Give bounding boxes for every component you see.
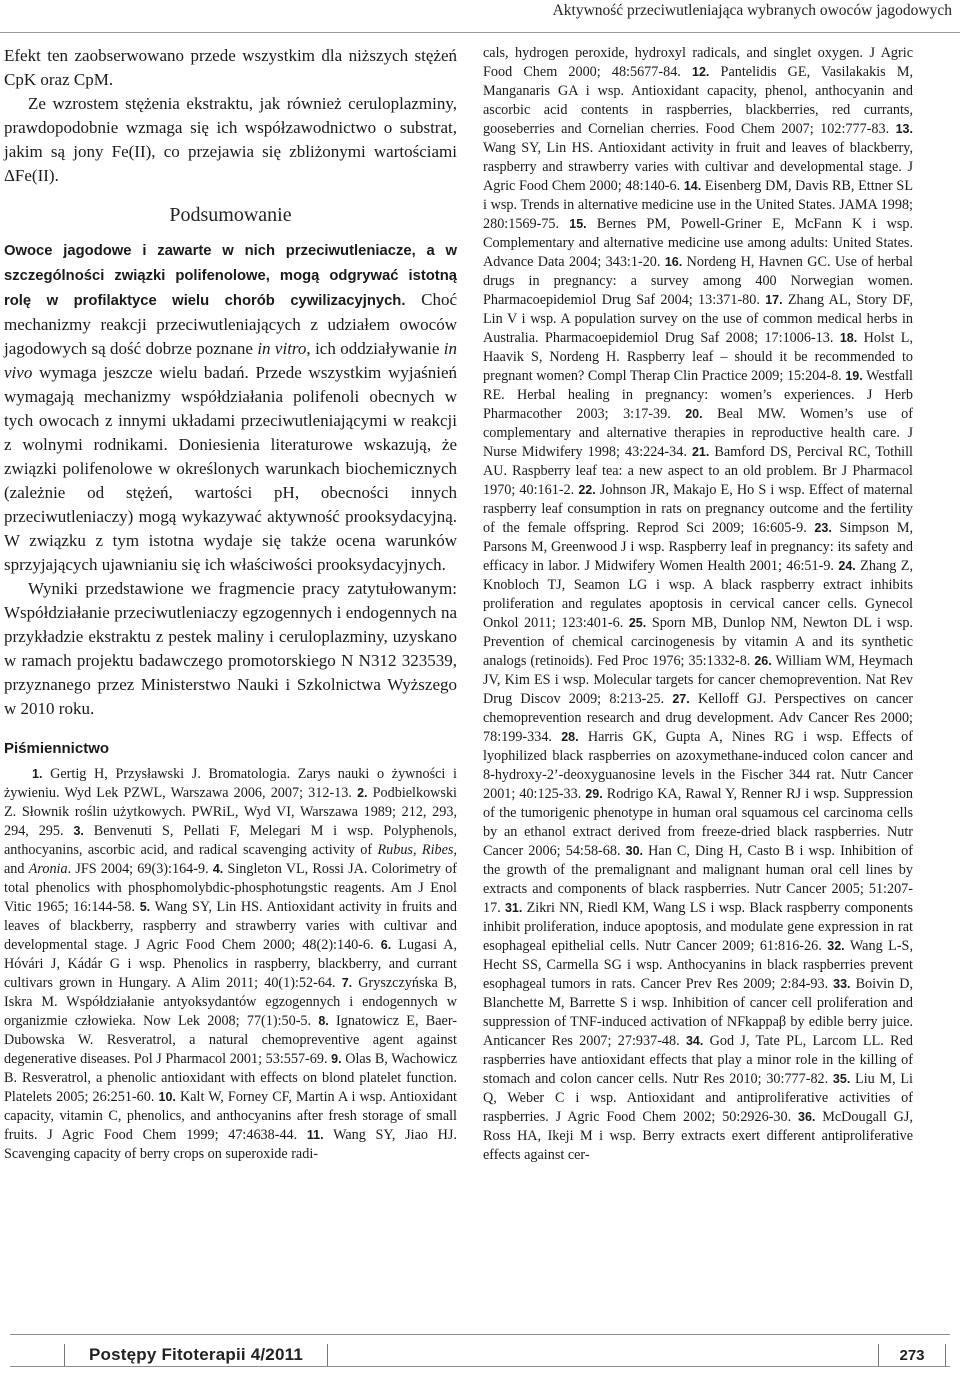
ref-number: 33. (833, 977, 851, 991)
references-list-right (483, 44, 913, 1165)
ref-italic-aronia: Aronia (28, 861, 68, 877)
ref-text: Bamford DS, Percival RC, Tothill AU. Raspberry leaf tea: a new aspect to an old problem. Br J Pharmacol 1970; 40:161-2. (483, 444, 913, 498)
ref-number: 21. (691, 445, 710, 459)
ref-number: 11. (306, 1128, 324, 1142)
ref-number: 17. (765, 293, 783, 307)
ref-text: McDougall GJ, Ross HA, Ikeji M i wsp. Berry extracts exert different antiproliferative effects against cer- (483, 1109, 913, 1163)
ref-number: 20. (685, 407, 703, 421)
ref-text: Liu M, Li Q, Weber C i wsp. Antioxidant and antiproliferative activities of raspberries. J Agric Food Chem 2002; 50:2926-30. (483, 1071, 913, 1125)
ref-number: 27. (672, 692, 690, 706)
page-number: 273 (878, 1344, 946, 1366)
ref-text: Beal MW. Women’s use of complementary and alternative therapies in reproductive health care. J Nurse Midwifery 1998; 43:224-34. (483, 406, 913, 460)
ref-text: Sporn MB, Dunlop NM, Newton DL i wsp. Prevention of chemical carcinogenesis by vitamin A and its synthetic analogs (retinoids). Fed Proc 1976; 35:1332-8. (483, 615, 913, 669)
ref-number: 36. (798, 1110, 816, 1124)
ref-text: Nordeng H, Havnen GC. Use of herbal drugs in pregnancy: a survey among 400 Norwegian women. Pharmacoepidemiol Drug Saf 2004; 13:371-80. (483, 254, 913, 308)
paragraph-ceruloplasmin: Ze wzrostem stężenia ekstraktu, jak również ceruloplazminy, prawdopodobnie wzmaga się ich współzawodnictwo o substrat, jakim są jony Fe(II), co przejawia się zbliżonymi wartościami ΔFe(II). (4, 94, 457, 185)
journal-name: Postępy Fitoterapii 4/2011 (64, 1344, 328, 1366)
summary-text-b: , ich oddziaływanie (306, 339, 444, 358)
ref-text: Boivin D, Blanchette M, Barrette S i wsp. Inhibition of cancer cell proliferation and suppression of TNF-induced activation of NFkappaβ by edible berry juice. Anticancer Res 2007; 27:937-48. (483, 976, 914, 1049)
ref-number: 1. (32, 767, 43, 781)
ref-number: 28. (561, 730, 579, 744)
ref-number: 6. (380, 938, 392, 952)
ref-number: 2. (357, 786, 368, 800)
paragraph-summary (4, 238, 457, 577)
ref-text: Zhang AL, Story DF, Lin V i wsp. A population survey on the use of common medical herbs in Australia. Pharmacoepidemiol Drug Saf 2008; 17:1006-13. (483, 292, 913, 346)
ref-text: Harris GK, Gupta A, Nines RG i wsp. Effects of lyophilized black raspberries on azoxymethane-induced colon cancer and 8-hydroxy-2’-deoxyguanosine levels in the Fischer 344 rat. Nutr Cancer 2001; 40:125-33. (483, 729, 913, 802)
summary-text-c: wymaga jeszcze wielu badań. Przede wszystkim wyjaśnień wymagają mechanizmy współdziałania polifenoli obecnych w tych owocach z innymi układami przeciwutleniającymi w reakcji z wolnymi rodnikami. Doniesienia literaturowe wskazują, że związki polifenolowe w określonych warunkach biochemicznych (zależnie od stężeń, wartości pH, obecności innych przeciwutleniaczy) mogą wykazywać aktywność prooksydacyjną. W związku z tym istotna wydaje się także ocena warunków sprzyjających ujawnianiu się ich właściwości prooksydacyjnych. (4, 363, 457, 574)
ref-text: Zikri NN, Riedl KM, Wang LS i wsp. Black raspberry components inhibit proliferation, induce apoptosis, and modulate gene expression in rat esophageal epithelial cells. Nutr Cancer 2009; 61:816-26. (483, 900, 914, 954)
ref-text: Singleton VL, Rossi JA. Colorimetry of total phenolics with phosphomolybdic-phosphotungstic reagents. Am J Enol Vitic 1965; 16:144-58. (4, 861, 457, 915)
ref-number: 35. (832, 1072, 851, 1086)
ref-number: 13. (895, 122, 913, 136)
ref-text: Rodrigo KA, Rawal Y, Renner RJ i wsp. Suppression of the tumorigenic phenotype in human oral squamous cel carcinoma cells by an ethanol extract derived from freeze-dried black raspberries. Nutr Cancer 2006; 54:58-68. (483, 786, 914, 859)
ref-number: 26. (754, 654, 772, 668)
ref-text: Kelloff GJ. Perspectives on cancer chemoprevention research and drug development. Adv Cancer Res 2000; 78:199-334. (483, 691, 913, 745)
paragraph-intro: Efekt ten zaobserwowano przede wszystkim dla niższych stężeń CpK oraz CpM. (4, 46, 457, 89)
ref-text: Wang SY, Lin HS. Antioxidant activity in fruit and leaves of blackberry, raspberry and strawberry varies with cultivar and developmental stage. J Agric Food Chem 2000; 48:140-6. (483, 140, 913, 194)
ref-text: Kalt W, Forney CF, Martin A i wsp. Antioxidant capacity, vitamin C, phenolics, and anthocyanins after fresh storage of small fruits. J Agric Food Chem 1999; 47:4638-44. (4, 1089, 457, 1143)
summary-lead-bold: Owoce jagodowe i zawarte w nich przeciwutleniacze, a w szczególności związki polifenolowe, mogą odgrywać istotną rolę w profilaktyce wielu chorób cywilizacyjnych. (4, 243, 457, 309)
ref-number: 32. (827, 939, 845, 953)
paragraph-funding: Wyniki przedstawione we fragmencie pracy zatytułowanym: Współdziałanie przeciwutleniaczy egzogennych i endogennych na przykładzie ekstraktu z pestek maliny i ceruloplazminy, uzyskano w ramach projektu badawczego promotorskiego N N312 323539, przyznanego przez Ministerstwo Nauki i Szkolnictwa Wyższego w 2010 roku. (4, 579, 457, 718)
ref-text: Gryszczyńska B, Iskra M. Współdziałanie antyoksydantów egzogennych i endogennych w organizmie człowieka. Now Lek 2008; 77(1):50-5. (4, 975, 458, 1029)
ref-text: Bernes PM, Powell-Griner E, McFann K i wsp. Complementary and alternative medicine use among adults: United States. Advance Data 2004; 343:1-20. (483, 216, 913, 270)
ref-separator: , (412, 842, 422, 858)
ref-text: Johnson JR, Makajo E, Ho S i wsp. Effect of maternal raspberry leaf consumption in rats on pregnancy outcome and the fertility of the female offspring. Reprod Sci 2009; 16:605-9. (483, 482, 914, 536)
section-title-summary: Podsumowanie (169, 204, 292, 226)
ref-text: Wang SY, Jiao HJ. Scavenging capacity of berry crops on superoxide radi- (4, 1127, 457, 1162)
references-title: Piśmiennictwo (4, 740, 110, 757)
ref-number: 7. (341, 976, 353, 990)
page-footer (0, 1330, 960, 1370)
ref-text: Zhang Z, Knobloch TJ, Seamon LG i wsp. A black raspberry extract inhibits proliferation and regulates apoptosis in cervical cancer cells. Gynecol Onkol 2011; 123:401-6. (483, 558, 913, 631)
ref-text: Wang SY, Lin HS. Antioxidant activity in fruits and leaves of blackberry, raspberry and strawberry varies with cultivar and developmental stage. J Agric Food Chem 2000; 48(2):140-6. (4, 899, 457, 953)
ref-text: God J, Tate PL, Larcom LL. Red raspberries have antioxidant effects that play a minor role in the killing of stomach and colon cancer cells. Nutr Res 2010; 30:777-82. (483, 1033, 913, 1087)
ref-text: Holst L, Haavik S, Nordeng H. Raspberry leaf – should it be recommended to pregnant women? Compl Therap Clin Practice 2009; 15:204-8. (483, 330, 913, 384)
ref-text: William WM, Heymach JV, Kim ES i wsp. Molecular targets for cancer chemoprevention. Nat Rev Drug Discov 2009; 8:213-25. (483, 653, 913, 707)
ref-number: 12. (692, 65, 710, 79)
ref-number: 5. (139, 900, 151, 914)
ref-number: 23. (814, 521, 832, 535)
ref-number: 19. (845, 369, 863, 383)
ref-number: 31. (504, 901, 523, 915)
footer-rule (10, 1334, 950, 1335)
ref-number: 15. (569, 217, 587, 231)
ref-text: Westfall RE. Herbal healing in pregnancy: women’s experiences. J Herb Pharmacother 2003; 3:17-39. (483, 368, 913, 422)
ref-number: 8. (318, 1014, 329, 1028)
ref-number: 34. (685, 1034, 704, 1048)
ref-text: Pantelidis GE, Vasilakakis M, Manganaris GA i wsp. Antioxidant capacity, phenol, anthocyanin and ascorbic acid contents in raspberries, blackberries, red currants, gooseberries and Cornelian cherries. Food Chem 2007; 102:777-83. (483, 64, 913, 137)
ref-number: 16. (664, 255, 683, 269)
ref-text: Han C, Ding H, Casto B i wsp. Inhibition of the growth of the premalignant and malignant human oral cell lines by extracts and components of black raspberries. Nutr Cancer 2005; 51:207-17. (483, 843, 913, 916)
ref-separator: , and (4, 842, 457, 877)
right-column (483, 44, 913, 1165)
footer-rule (10, 1366, 950, 1367)
references-list-left (4, 765, 457, 1164)
ref-number: 29. (585, 787, 603, 801)
ref-italic-rubus: Rubus (377, 842, 413, 858)
ref-text: Benvenuti S, Pellati F, Melegari M i wsp. Polyphenols, anthocyanins, ascorbic acid, and radical scavenging activity of (4, 823, 458, 858)
ref-number: 14. (683, 179, 702, 193)
ref-number: 10. (158, 1090, 176, 1104)
ref-text: . JFS 2004; 69(3):164-9. (67, 861, 213, 877)
ref-text: Eisenberg DM, Davis RB, Ettner SL i wsp. Trends in alternative medicine use in the United States. JAMA 1998; 280:1569-75. (483, 178, 913, 232)
ref-text: Ignatowicz E, Baer-Dubowska W. Resveratrol, a natural chemopreventive agent against degenerative diseases. Pol J Pharmacol 2001; 53:557-69. (4, 1013, 457, 1067)
ref-number: 4. (212, 862, 224, 876)
ref-text: Gertig H, Przysławski J. Bromatologia. Zarys nauki o żywności i żywieniu. Wyd Lek PZWL, Warszawa 2006, 2007; 312-13. (4, 766, 457, 801)
left-column (4, 44, 457, 1164)
ref-text: Olas B, Wachowicz B. Resveratrol, a phenolic antioxidant with effects on blond platelet function. Platelets 2005; 26:251-60. (4, 1051, 458, 1105)
running-title: Aktywność przeciwutleniająca wybranych owoców jagodowych (552, 2, 952, 19)
ref-italic-ribes: Ribes (421, 842, 454, 858)
ref-number: 9. (331, 1052, 342, 1066)
ref-number: 24. (838, 559, 856, 573)
ref-number: 3. (73, 824, 84, 838)
ref-number: 30. (625, 844, 644, 858)
ref-text: cals, hydrogen peroxide, hydroxyl radicals, and singlet oxygen. J Agric Food Chem 2000; 48:5677-84. (483, 45, 913, 80)
summary-in-vitro: in vitro (257, 339, 307, 358)
ref-text: Podbielkowski Z. Słownik roślin użytkowych. PWRiL, Wyd VI, Warszawa 1989; 212, 293, 294, 295. (4, 785, 457, 839)
ref-text: Wang L-S, Hecht SS, Carmella SG i wsp. Anthocyanins in black raspberries prevent esophageal tumors in rats. Cancer Prev Res 2009; 2:84-93. (483, 938, 913, 992)
summary-text-a: Choć mechanizmy reakcji przeciwutleniających z udziałem owoców jagodowych są dość dobrze poznane (4, 290, 457, 358)
ref-number: 22. (578, 483, 596, 497)
ref-number: 25. (628, 616, 647, 630)
ref-text: Simpson M, Parsons M, Greenwood J i wsp. Raspberry leaf in pregnancy: its safety and efficacy in labor. J Midwifery Women Health 2001; 46:51-9. (483, 520, 913, 574)
ref-number: 18. (839, 331, 858, 345)
header-rule (0, 32, 960, 33)
summary-in-vivo: in vivo (4, 339, 458, 382)
ref-text: Lugasi A, Hóvári J, Kádár G i wsp. Phenolics in raspberry, blackberry, and currant cultivars grown in Hungary. A Alim 2011; 40(1):52-64. (4, 937, 458, 991)
